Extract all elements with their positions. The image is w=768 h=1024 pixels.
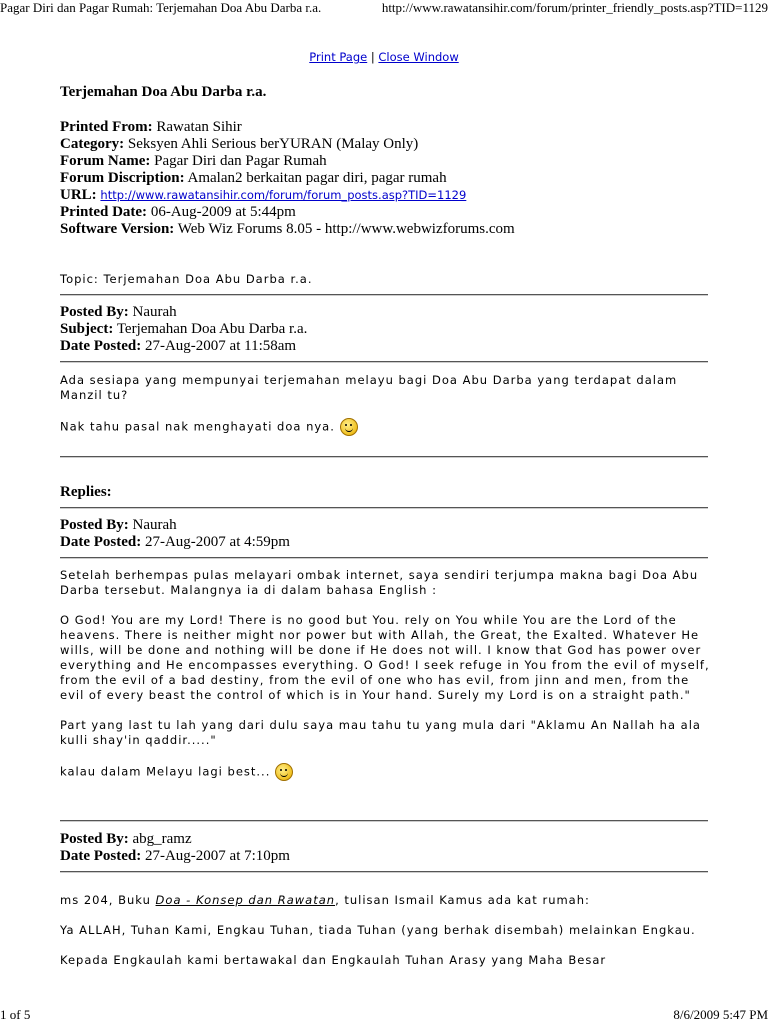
topic-line: Topic: Terjemahan Doa Abu Darba r.a. bbox=[60, 272, 313, 286]
meta-software-version: Software Version: Web Wiz Forums 8.05 - http://www.webwizforums.com bbox=[60, 221, 515, 237]
reply-date: Date Posted: 27-Aug-2007 at 4:59pm bbox=[60, 534, 290, 550]
divider bbox=[60, 507, 708, 509]
top-links bbox=[0, 50, 768, 64]
reply-paragraph: kalau dalam Melayu lagi best... bbox=[60, 763, 710, 781]
reply-body bbox=[60, 893, 710, 968]
print-page-link[interactable]: Print Page bbox=[309, 50, 368, 64]
reply-paragraph: ms 204, Buku Doa - Konsep dan Rawatan, tulisan Ismail Kamus ada kat rumah: bbox=[60, 893, 590, 907]
reply-paragraph: Setelah berhempas pulas melayari ombak internet, saya sendiri terjumpa makna bagi Doa Abu Darba tersebut. Malangnya ia di dalam bahasa English : bbox=[60, 568, 699, 597]
reply-paragraph: Part yang last tu lah yang dari dulu saya mau tahu tu yang mula dari "Aklamu An Nallah ha ala kulli shay'in qaddir....." bbox=[60, 718, 701, 747]
forum-url-link[interactable]: http://www.rawatansihir.com/forum/forum_posts.asp?TID=1129 bbox=[100, 188, 467, 202]
reply-paragraph: Ya ALLAH, Tuhan Kami, Engkau Tuhan, tiada Tuhan (yang berhak disembah) melainkan Engkau. bbox=[60, 923, 696, 937]
post-date: Date Posted: 27-Aug-2007 at 11:58am bbox=[60, 338, 297, 354]
post-header bbox=[60, 304, 710, 355]
document-title: Terjemahan Doa Abu Darba r.a. bbox=[60, 84, 267, 100]
reply-header bbox=[60, 517, 710, 551]
reply-author: Posted By: abg_ramz bbox=[60, 831, 192, 847]
post-subject: Subject: Terjemahan Doa Abu Darba r.a. bbox=[60, 321, 308, 337]
meta-forum-name: Forum Name: Pagar Diri dan Pagar Rumah bbox=[60, 153, 327, 169]
link-separator: | bbox=[370, 50, 375, 64]
meta-forum-description: Forum Discription: Amalan2 berkaitan pagar diri, pagar rumah bbox=[60, 170, 447, 186]
document-meta bbox=[60, 119, 710, 238]
reply-paragraph: Kepada Engkaulah kami bertawakal dan Engkaulah Tuhan Arasy yang Maha Besar bbox=[60, 953, 607, 967]
close-window-link[interactable]: Close Window bbox=[378, 50, 459, 64]
meta-printed-date: Printed Date: 06-Aug-2009 at 5:44pm bbox=[60, 204, 296, 220]
post-body bbox=[60, 373, 710, 436]
print-page-url: http://www.rawatansihir.com/forum/printer_friendly_posts.asp?TID=1129 bbox=[381, 0, 768, 15]
smiley-icon bbox=[340, 418, 358, 436]
divider bbox=[60, 871, 708, 873]
meta-url: URL: http://www.rawatansihir.com/forum/forum_posts.asp?TID=1129 bbox=[60, 187, 467, 203]
divider bbox=[60, 294, 708, 296]
document-header bbox=[60, 84, 710, 238]
reply-author: Posted By: Naurah bbox=[60, 517, 177, 533]
post-paragraph: Ada sesiapa yang mempunyai terjemahan melayu bagi Doa Abu Darba yang terdapat dalam Manzil tu? bbox=[60, 373, 678, 402]
print-page-title: Pagar Diri dan Pagar Rumah: Terjemahan Doa Abu Darba r.a. bbox=[0, 0, 322, 15]
reply-body bbox=[60, 568, 710, 781]
meta-category: Category: Seksyen Ahli Serious berYURAN (Malay Only) bbox=[60, 136, 419, 152]
reply-header bbox=[60, 831, 710, 865]
divider bbox=[60, 557, 708, 559]
meta-printed-from: Printed From: Rawatan Sihir bbox=[60, 119, 242, 135]
post-author: Posted By: Naurah bbox=[60, 304, 177, 320]
replies-heading: Replies: bbox=[60, 484, 112, 500]
divider bbox=[60, 361, 708, 363]
book-title: Doa - Konsep dan Rawatan bbox=[155, 893, 336, 907]
print-timestamp: 8/6/2009 5:47 PM bbox=[673, 1007, 768, 1022]
reply-paragraph: O God! You are my Lord! There is no good but You. rely on You while You are the Lord of the heavens. There is neither might nor power but with Allah, the Great, the Exalted. Whatever He wills, will be done and nothing will be done if He does not will. I know that God has power over everything and He encompasses everything. O God! I seek refuge in You from the evil of myself, from the evil of a bad destiny, from the evil of one who has evil, from jinn and men, from the evil of every beast the control of which is in Your hand. Surely my Lord is on a straight path." bbox=[60, 613, 710, 702]
divider bbox=[60, 456, 708, 458]
print-page-number: 1 of 5 bbox=[0, 1007, 31, 1022]
reply-date: Date Posted: 27-Aug-2007 at 7:10pm bbox=[60, 848, 290, 864]
divider bbox=[60, 820, 708, 822]
smiley-icon bbox=[275, 763, 293, 781]
post-paragraph: Nak tahu pasal nak menghayati doa nya. bbox=[60, 418, 710, 436]
